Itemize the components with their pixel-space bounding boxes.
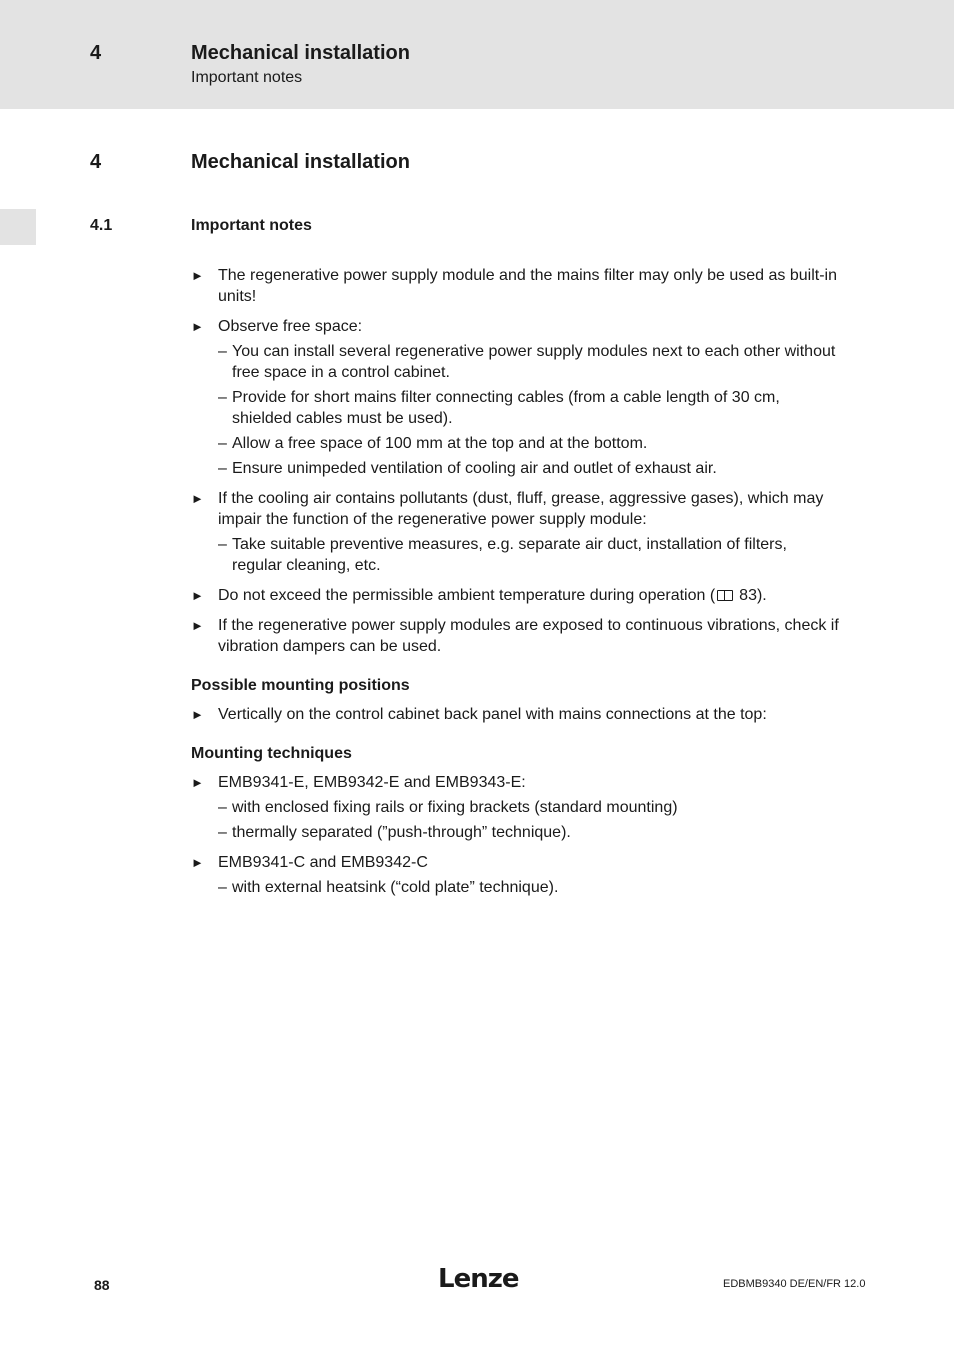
sub-item <box>218 877 841 898</box>
heading2-title: Important notes <box>191 217 312 234</box>
page-reference[interactable]: 83 <box>739 587 757 604</box>
bullet-arrow-icon: ► <box>191 855 204 870</box>
dash-icon: – <box>218 343 227 360</box>
list-item-text: Do not exceed the permissible ambient temperature during operation ( <box>218 587 716 604</box>
list-item <box>191 704 841 725</box>
sub-item-text: Ensure unimpeded ventilation of cooling air and outlet of exhaust air. <box>232 460 717 477</box>
bullet-arrow-icon: ► <box>191 319 204 334</box>
dash-icon: – <box>218 879 227 896</box>
sub-item-text: with enclosed fixing rails or fixing brackets (standard mounting) <box>232 799 678 816</box>
document-reference: EDBMB9340 DE/EN/FR 12.0 <box>723 1278 866 1290</box>
dash-icon: – <box>218 799 227 816</box>
main-content <box>191 265 841 907</box>
chapter-side-tab <box>0 209 36 245</box>
page-number: 88 <box>94 1277 110 1293</box>
sub-item-text: with external heatsink (“cold plate” technique). <box>232 879 559 896</box>
sub-item <box>218 822 841 843</box>
list-item <box>191 316 841 479</box>
page-header <box>0 0 954 109</box>
header-chapter-title: Mechanical installation <box>191 42 410 64</box>
list-item <box>191 488 841 576</box>
lenze-logo: Lenze <box>438 1264 519 1294</box>
header-section-subtitle: Important notes <box>191 69 303 86</box>
list-item-text-end: ). <box>756 587 767 604</box>
sub-item <box>218 534 841 576</box>
bullet-arrow-icon: ► <box>191 268 204 283</box>
list-item <box>191 585 841 606</box>
dash-icon: – <box>218 460 227 477</box>
dash-icon: – <box>218 536 227 553</box>
sub-item-text: You can install several regenerative power supply modules next to each other without free space in a control cabinet. <box>232 343 836 381</box>
list-item-text: EMB9341-E, EMB9342-E and EMB9343-E: <box>218 774 526 791</box>
sub-item <box>218 433 841 454</box>
heading1-title: Mechanical installation <box>191 151 410 173</box>
sub-item-text: Take suitable preventive measures, e.g. separate air duct, installation of filters, regular cleaning, etc. <box>232 536 787 574</box>
sub-item <box>218 387 841 429</box>
list-item-text: The regenerative power supply module and the mains filter may only be used as built-in units! <box>218 267 837 305</box>
bullet-arrow-icon: ► <box>191 707 204 722</box>
bullet-arrow-icon: ► <box>191 618 204 633</box>
sub-item <box>218 797 841 818</box>
list-item-text: Vertically on the control cabinet back panel with mains connections at the top: <box>218 706 767 723</box>
list-item <box>191 852 841 898</box>
list-item <box>191 265 841 307</box>
list-item-text: If the cooling air contains pollutants (dust, fluff, grease, aggressive gases), which may impair the function of the regenerative power supply module: <box>218 490 824 528</box>
list-item-text: If the regenerative power supply modules are exposed to continuous vibrations, check if vibration dampers can be used. <box>218 617 839 655</box>
dash-icon: – <box>218 435 227 452</box>
sub-item-text: Provide for short mains filter connecting cables (from a cable length of 30 cm, shielded cables must be used). <box>232 389 780 427</box>
heading1-number: 4 <box>90 151 102 173</box>
header-chapter-number: 4 <box>90 42 102 64</box>
book-icon <box>717 590 733 601</box>
mounting-positions-heading: Possible mounting positions <box>191 677 410 694</box>
bullet-arrow-icon: ► <box>191 588 204 603</box>
sub-item-text: Allow a free space of 100 mm at the top and at the bottom. <box>232 435 648 452</box>
list-item-text: EMB9341-C and EMB9342-C <box>218 854 428 871</box>
bullet-arrow-icon: ► <box>191 775 204 790</box>
sub-item <box>218 458 841 479</box>
list-item-text: Observe free space: <box>218 318 363 335</box>
list-item <box>191 772 841 843</box>
bullet-arrow-icon: ► <box>191 491 204 506</box>
sub-item <box>218 341 841 383</box>
list-item <box>191 615 841 657</box>
dash-icon: – <box>218 389 227 406</box>
heading2-number: 4.1 <box>90 217 113 234</box>
sub-item-text: thermally separated (”push-through” technique). <box>232 824 571 841</box>
mounting-techniques-heading: Mounting techniques <box>191 745 352 762</box>
dash-icon: – <box>218 824 227 841</box>
